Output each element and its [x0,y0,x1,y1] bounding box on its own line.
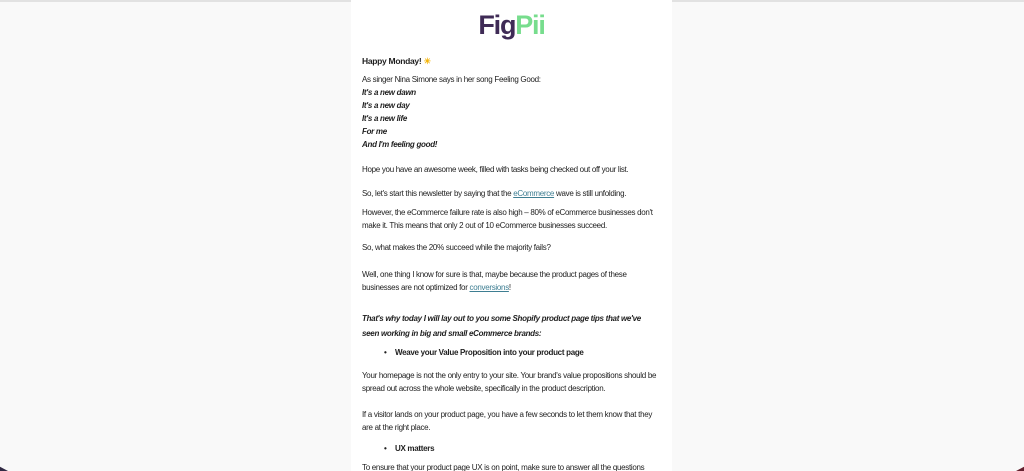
lyric-line: For me [362,127,387,136]
homepage-line: spread out across the whole website, specifically in the product description. [362,384,606,393]
email-body [351,0,672,471]
bullet-ux-matters-label: UX matters [395,444,435,453]
lyric-line: It's a new day [362,101,410,110]
paragraph-failure-rate [362,206,661,232]
bullet-icon: • [384,348,387,357]
lyric-line: It's a new life [362,114,407,123]
figpii-logo[interactable] [351,9,672,41]
paragraph-succeed-question: So, what makes the 20% succeed while the majority fails? [362,243,551,252]
paragraph-hope: Hope you have an awesome week, filled with tasks being checked out off your list. [362,165,629,174]
thats-why-line: seen working in big and small eCommerce brands: [362,329,542,338]
bullet-value-proposition-label: Weave your Value Proposition into your product page [395,348,584,357]
visitor-line: If a visitor lands on your product page, you have a few seconds to let them know that they [362,410,653,419]
newsletter-text-after: wave is still unfolding. [554,189,627,198]
well-text-after: ! [508,283,511,292]
window-corner-bottom-left [0,465,8,471]
lyric-line: And I'm feeling good! [362,140,438,149]
ecommerce-link[interactable]: eCommerce [513,189,555,198]
bullet-value-proposition [362,346,661,359]
logo-text-pii: Pii [515,10,545,40]
newsletter-text-before: So, let's start this newsletter by saying that the [362,189,514,198]
well-line-2 [362,281,661,294]
song-intro-block [362,73,661,151]
visitor-line: are at the right place. [362,423,431,432]
paragraph-newsletter [362,187,661,200]
well-text-before: businesses are not optimized for [362,283,470,292]
intro-line: As singer Nina Simone says in her song Feeling Good: [362,75,541,84]
window-corner-bottom-right [1016,465,1024,471]
conversions-link[interactable]: conversions [469,283,509,292]
paragraph-thats-why [362,311,661,341]
sun-emoji-icon: ☀ [423,56,431,66]
greeting-text: Happy Monday! [362,56,422,66]
bullet-icon: • [384,444,387,453]
logo-text-fig: Fig [478,10,516,40]
paragraph-homepage [362,369,661,395]
paragraph-ensure: To ensure that your product page UX is on point, make sure to answer all the questions [362,463,645,471]
greeting-heading [362,55,661,68]
failure-line: However, the eCommerce failure rate is also high – 80% of eCommerce businesses don't [362,208,653,217]
bullet-ux-matters [362,442,661,455]
failure-line: make it. This means that only 2 out of 10 eCommerce businesses succeed. [362,221,607,230]
thats-why-line: That's why today I will lay out to you some Shopify product page tips that we've [362,314,641,323]
lyric-line: It's a new dawn [362,88,416,97]
paragraph-visitor [362,408,661,434]
paragraph-well [362,268,661,294]
homepage-line: Your homepage is not the only entry to your site. Your brand's value propositions should be [362,371,657,380]
well-line-1: Well, one thing I know for sure is that, maybe because the product pages of these [362,270,627,279]
